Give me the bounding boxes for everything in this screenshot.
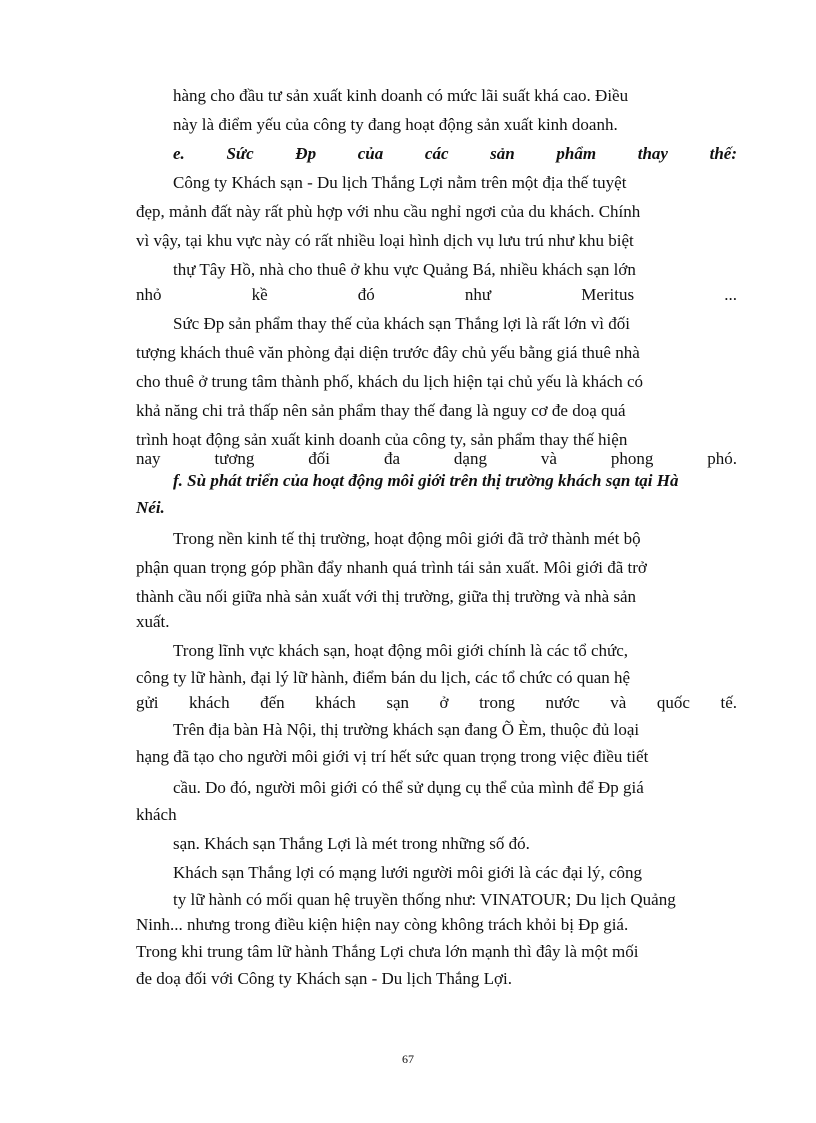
text-line: hạng đã tạo cho người môi giới vị trí hết sức quan trọng trong việc điều tiết (136, 747, 649, 766)
text-line: Trên địa bàn Hà Nội, thị trường khách sạn đang Õ Èm, thuộc đủ loại (173, 720, 640, 739)
text-line: cầu. Do đó, người môi giới có thể sử dụng cụ thể của mình để Ðp giá (173, 778, 644, 797)
text-line: vì vậy, tại khu vực này có rất nhiều loại hình dịch vụ lưu trú như khu biệt (136, 231, 634, 250)
text-line: cho thuê ở trung tâm thành phố, khách du lịch hiện tại chủ yếu là khách có (136, 372, 644, 391)
text-line: gửi khách đến khách sạn ở trong nước và quốc tế. (136, 693, 737, 712)
text-line: tượng khách thuê văn phòng đại diện trước đây chủ yếu bằng giá thuê nhà (136, 343, 640, 362)
text-line: sạn. Khách sạn Thắng Lợi là mét trong những số đó. (173, 834, 530, 853)
section-heading-f: f. Sù phát triển của hoạt động môi giới trên thị trường khách sạn tại Hà (173, 471, 679, 490)
text-line: Trong nền kinh tế thị trường, hoạt động môi giới đã trở thành mét bộ (173, 529, 641, 548)
section-heading-e: e. Sức Ðp của các sản phẩm thay thế: (173, 144, 737, 163)
text-line: công ty lữ hành, đại lý lữ hành, điểm bán du lịch, các tổ chức có quan hệ (136, 668, 631, 687)
text-line: Công ty Khách sạn - Du lịch Thắng Lợi nằm trên một địa thế tuyệt (173, 173, 627, 192)
text-line: ty lữ hành có mối quan hệ truyền thống như: VINATOUR; Du lịch Quảng (173, 890, 676, 909)
text-line: Trong khi trung tâm lữ hành Thắng Lợi chưa lớn mạnh thì đây là một mối (136, 942, 639, 961)
text-line: thự Tây Hồ, nhà cho thuê ở khu vực Quảng Bá, nhiều khách sạn lớn (173, 260, 636, 279)
section-heading-f-cont: Néi. (136, 498, 165, 517)
text-line: Ninh... nhưng trong điều kiện hiện nay còng không trách khỏi bị Ðp giá. (136, 915, 629, 934)
text-line: trình hoạt động sản xuất kinh doanh của công ty, sản phẩm thay thế hiện (136, 430, 628, 449)
text-line: Trong lĩnh vực khách sạn, hoạt động môi giới chính là các tổ chức, (173, 641, 629, 660)
text-line: đe doạ đối với Công ty Khách sạn - Du lịch Thắng Lợi. (136, 969, 513, 988)
text-line: Khách sạn Thắng lợi có mạng lưới người môi giới là các đại lý, công (173, 863, 643, 882)
text-line: nhỏ kề đó như Meritus ... (136, 285, 737, 304)
text-line: xuất. (136, 612, 170, 631)
text-line: phận quan trọng góp phần đẩy nhanh quá trình tái sản xuất. Môi giới đã trở (136, 558, 647, 577)
page-number: 67 (402, 1052, 414, 1066)
text-line: khả năng chi trả thấp nên sản phẩm thay thế đang là nguy cơ đe doạ quá (136, 401, 626, 420)
text-line: thành cầu nối giữa nhà sản xuất với thị trường, giữa thị trường và nhà sản (136, 587, 637, 606)
text-line: nay tương đối đa dạng và phong phó. (136, 449, 737, 468)
text-line: này là điểm yếu của công ty đang hoạt động sản xuất kinh doanh. (173, 115, 618, 134)
text-line: Sức Ðp sản phẩm thay thế của khách sạn Thắng lợi là rất lớn vì đối (173, 314, 630, 333)
text-line: khách (136, 805, 177, 824)
text-line: đẹp, mảnh đất này rất phù hợp với nhu cầu nghỉ ngơi của du khách. Chính (136, 202, 641, 221)
text-line: hàng cho đầu tư sản xuất kinh doanh có mức lãi suất khá cao. Điều (173, 86, 629, 105)
